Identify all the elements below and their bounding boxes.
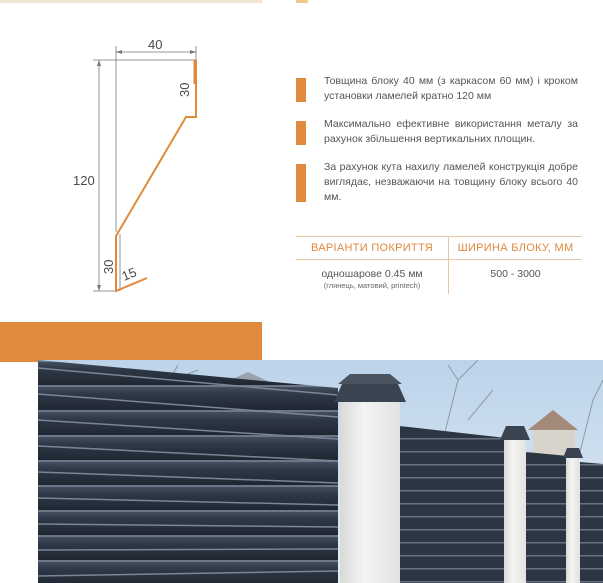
bullet-marker — [296, 121, 306, 145]
dim-bottom-height: 30 — [101, 259, 116, 274]
dim-top-width: 40 — [148, 37, 163, 52]
lamella-profile-drawing — [0, 0, 290, 320]
bullet-marker — [296, 78, 306, 102]
orange-accent-block — [0, 322, 262, 362]
top-accent-dot — [296, 0, 308, 3]
bullet-marker — [296, 164, 306, 202]
cell-coating — [296, 260, 449, 295]
feature-list — [296, 74, 578, 218]
header-coating: ВАРІАНТИ ПОКРИТТЯ — [296, 237, 449, 260]
table-row — [296, 260, 582, 295]
coating-note: (глянець, матовий, printech) — [323, 281, 421, 290]
feature-item — [296, 117, 578, 147]
cell-width: 500 - 3000 — [490, 268, 541, 280]
fence-photo — [38, 360, 603, 583]
dim-total-height: 120 — [73, 173, 95, 188]
dim-bottom-lip: 15 — [119, 264, 139, 284]
dim-top-height: 30 — [177, 82, 192, 97]
feature-item — [296, 74, 578, 104]
header-width: ШИРИНА БЛОКУ, ММ — [449, 237, 583, 260]
feature-text: Максимально ефективне використання металу за рахунок збільшення вертикальних площин. — [324, 118, 578, 145]
feature-item — [296, 160, 578, 205]
feature-text: За рахунок кута нахилу ламелей конструкція добре виглядає, незважаючи на товщину блоку всього 40 мм. — [324, 161, 578, 203]
feature-text: Товщина блоку 40 мм (з каркасом 60 мм) і кроком установки ламелей кратно 120 мм — [324, 75, 578, 102]
coating-value: одношарове 0.45 мм — [321, 268, 423, 280]
spec-table — [296, 236, 582, 294]
